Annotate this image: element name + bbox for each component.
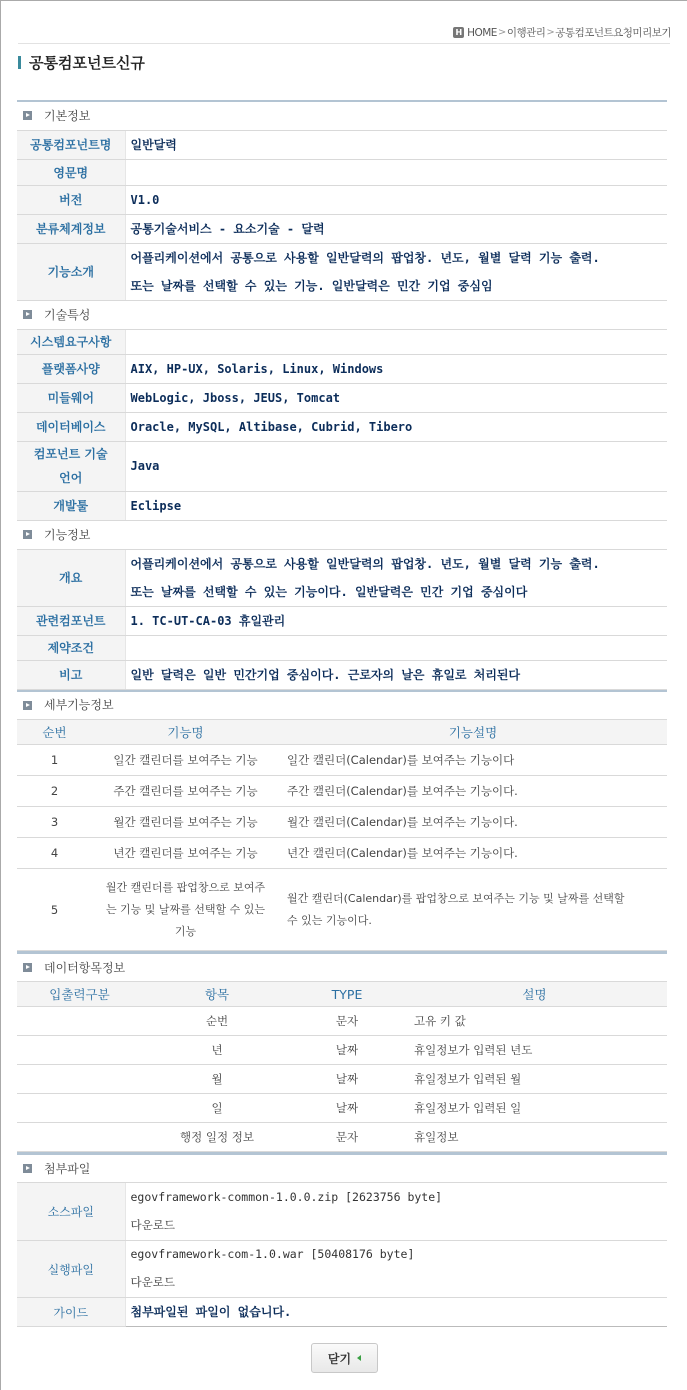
value bbox=[125, 549, 667, 606]
arrow-right-icon bbox=[23, 701, 32, 710]
download-link[interactable]: 다운로드 bbox=[130, 1275, 175, 1289]
column-header: 순번 bbox=[17, 720, 92, 745]
title-bar-icon bbox=[18, 56, 21, 69]
label: 소스파일 bbox=[17, 1183, 125, 1241]
cell-io bbox=[17, 1036, 142, 1065]
row-guide bbox=[17, 1298, 667, 1327]
row-related bbox=[17, 606, 667, 635]
breadcrumb-home[interactable]: HOME bbox=[467, 26, 497, 39]
cell-no: 5 bbox=[17, 869, 92, 951]
cell-type: 문자 bbox=[292, 1123, 402, 1152]
detail-table bbox=[17, 690, 667, 952]
row-version bbox=[17, 185, 667, 214]
label: 분류체계정보 bbox=[17, 214, 125, 243]
label-line: 언어 bbox=[59, 471, 83, 485]
table-row bbox=[17, 807, 667, 838]
section-title: 데이터항목정보 bbox=[44, 960, 126, 975]
row-language bbox=[17, 441, 667, 491]
file-name: egovframework-com-1.0.war [50408176 byte] bbox=[130, 1247, 415, 1261]
label: 가이드 bbox=[17, 1298, 125, 1327]
cell-desc bbox=[279, 869, 667, 951]
cell-item: 일 bbox=[142, 1094, 292, 1123]
row-note bbox=[17, 660, 667, 689]
arrow-right-icon bbox=[23, 1164, 32, 1173]
cell-io bbox=[17, 1007, 142, 1036]
cell-desc: 휴일정보 bbox=[402, 1123, 667, 1152]
table-row bbox=[17, 776, 667, 807]
column-header: 설명 bbox=[402, 982, 667, 1007]
value bbox=[125, 635, 667, 660]
value bbox=[125, 329, 667, 354]
close-button[interactable] bbox=[311, 1343, 378, 1373]
row-database bbox=[17, 412, 667, 441]
table-header bbox=[17, 982, 667, 1007]
content bbox=[17, 100, 667, 1327]
arrow-right-icon bbox=[23, 963, 32, 972]
breadcrumb-menu[interactable]: 이행관리 bbox=[506, 27, 546, 39]
cell-desc: 휴일정보가 입력된 일 bbox=[402, 1094, 667, 1123]
section-title: 세부기능정보 bbox=[44, 698, 114, 713]
row-devtool bbox=[17, 491, 667, 520]
column-header: 기능설명 bbox=[279, 720, 667, 745]
cell-item: 순번 bbox=[142, 1007, 292, 1036]
cell-io bbox=[17, 1094, 142, 1123]
table-row bbox=[17, 745, 667, 776]
value: WebLogic, Jboss, JEUS, Tomcat bbox=[125, 383, 667, 412]
table-row bbox=[17, 1007, 667, 1036]
text-line: 월간 캘린더(Calendar)를 팝업창으로 보여주는 기능 및 날짜를 선택할 bbox=[287, 891, 625, 905]
cell-io bbox=[17, 1123, 142, 1152]
page-title bbox=[18, 52, 145, 73]
cell-no: 3 bbox=[17, 807, 92, 838]
text-line: 기능 bbox=[174, 924, 197, 938]
triangle-left-icon bbox=[357, 1355, 361, 1361]
table-row bbox=[17, 1094, 667, 1123]
cell-io bbox=[17, 1065, 142, 1094]
table-row bbox=[17, 1036, 667, 1065]
section-header-attach bbox=[17, 1154, 667, 1183]
label: 영문명 bbox=[17, 159, 125, 185]
home-icon: H bbox=[453, 27, 464, 38]
download-link[interactable]: 다운로드 bbox=[130, 1217, 175, 1232]
cell-desc: 월간 캘린더(Calendar)를 보여주는 기능이다. bbox=[279, 807, 667, 838]
info-table bbox=[17, 100, 667, 690]
row-exec-file bbox=[17, 1241, 667, 1298]
cell-no: 4 bbox=[17, 838, 92, 869]
cell-type: 날짜 bbox=[292, 1065, 402, 1094]
text-line: 월간 캘린더를 팝업창으로 보여주 bbox=[105, 880, 266, 894]
cell-desc: 고유 키 값 bbox=[402, 1007, 667, 1036]
table-row bbox=[17, 838, 667, 869]
table-header bbox=[17, 720, 667, 745]
cell-name: 년간 캘린더를 보여주는 기능 bbox=[92, 838, 279, 869]
label: 미들웨어 bbox=[17, 383, 125, 412]
cell-name: 주간 캘린더를 보여주는 기능 bbox=[92, 776, 279, 807]
cell-item: 년 bbox=[142, 1036, 292, 1065]
text-line: 수 있는 기능이다. bbox=[287, 913, 372, 927]
row-sysreq bbox=[17, 329, 667, 354]
row-source-file bbox=[17, 1183, 667, 1241]
section-header-detail bbox=[17, 691, 667, 720]
label: 개발툴 bbox=[17, 491, 125, 520]
value: 일반달력 bbox=[125, 130, 667, 159]
value: Java bbox=[125, 441, 667, 491]
value: AIX, HP-UX, Solaris, Linux, Windows bbox=[125, 354, 667, 383]
value bbox=[125, 159, 667, 185]
file-name: egovframework-common-1.0.0.zip [2623756 byte] bbox=[130, 1189, 443, 1204]
row-component-name bbox=[17, 130, 667, 159]
row-category bbox=[17, 214, 667, 243]
label-line: 컴포넌트 기술 bbox=[33, 447, 108, 461]
label: 실행파일 bbox=[17, 1241, 125, 1298]
cell-item: 월 bbox=[142, 1065, 292, 1094]
cell-type: 문자 bbox=[292, 1007, 402, 1036]
value bbox=[125, 243, 667, 300]
text-line: 어플리케이션에서 공통으로 사용할 일반달력의 팝업창. 년도, 월별 달력 기능 출력. bbox=[130, 250, 600, 265]
cell-name bbox=[92, 869, 279, 951]
label: 비고 bbox=[17, 660, 125, 689]
breadcrumb-current: 공통컴포넌트요청미리보기 bbox=[555, 27, 671, 39]
breadcrumb bbox=[453, 25, 671, 40]
button-area bbox=[311, 1343, 378, 1373]
arrow-right-icon bbox=[23, 530, 32, 539]
label: 제약조건 bbox=[17, 635, 125, 660]
row-platform bbox=[17, 354, 667, 383]
label: 플랫폼사양 bbox=[17, 354, 125, 383]
section-header-tech bbox=[17, 300, 667, 329]
cell-desc: 주간 캘린더(Calendar)를 보여주는 기능이다. bbox=[279, 776, 667, 807]
column-header: TYPE bbox=[292, 982, 402, 1007]
divider bbox=[18, 43, 670, 44]
arrow-right-icon bbox=[23, 310, 32, 319]
row-middleware bbox=[17, 383, 667, 412]
section-title: 첨부파일 bbox=[44, 1162, 91, 1176]
section-title: 기능정보 bbox=[44, 528, 91, 542]
page-title-text: 공통컴포넌트신규 bbox=[29, 54, 145, 72]
data-items-table bbox=[17, 951, 667, 1152]
value: 공통기술서비스 - 요소기술 - 달력 bbox=[125, 214, 667, 243]
value bbox=[125, 1183, 667, 1241]
column-header: 입출력구분 bbox=[17, 982, 142, 1007]
value: Eclipse bbox=[125, 491, 667, 520]
label: 데이터베이스 bbox=[17, 412, 125, 441]
chevron-right-icon: > bbox=[546, 27, 555, 38]
label: 기능소개 bbox=[17, 243, 125, 300]
close-label: 닫기 bbox=[327, 1351, 352, 1366]
text-line: 어플리케이션에서 공통으로 사용할 일반달력의 팝업창. 년도, 월별 달력 기능 출력. bbox=[130, 556, 600, 571]
cell-type: 날짜 bbox=[292, 1036, 402, 1065]
cell-desc: 휴일정보가 입력된 월 bbox=[402, 1065, 667, 1094]
value: 일반 달력은 일반 민간기업 중심이다. 근로자의 날은 휴일로 처리된다 bbox=[125, 660, 667, 689]
label: 관련컴포넌트 bbox=[17, 606, 125, 635]
label: 공통컴포넌트명 bbox=[17, 130, 125, 159]
text-line: 또는 날짜를 선택할 수 있는 기능이다. 일반달력은 민간 기업 중심이다 bbox=[130, 584, 528, 599]
row-function bbox=[17, 243, 667, 300]
label: 시스템요구사항 bbox=[17, 329, 125, 354]
label: 버전 bbox=[17, 185, 125, 214]
cell-item: 행정 일정 정보 bbox=[142, 1123, 292, 1152]
cell-desc: 년간 캘린더(Calendar)를 보여주는 기능이다. bbox=[279, 838, 667, 869]
label: 개요 bbox=[17, 549, 125, 606]
value: 1. TC-UT-CA-03 휴일관리 bbox=[125, 606, 667, 635]
cell-name: 일간 캘린더를 보여주는 기능 bbox=[92, 745, 279, 776]
section-title: 기본정보 bbox=[44, 109, 91, 124]
section-title: 기술특성 bbox=[44, 308, 91, 322]
table-row bbox=[17, 869, 667, 951]
row-summary bbox=[17, 549, 667, 606]
value: V1.0 bbox=[125, 185, 667, 214]
cell-desc: 휴일정보가 입력된 년도 bbox=[402, 1036, 667, 1065]
arrow-right-icon bbox=[23, 111, 32, 120]
value bbox=[125, 1241, 667, 1298]
cell-desc: 일간 캘린더(Calendar)를 보여주는 기능이다 bbox=[279, 745, 667, 776]
cell-name: 월간 캘린더를 보여주는 기능 bbox=[92, 807, 279, 838]
value: 첨부파일된 파일이 없습니다. bbox=[125, 1298, 667, 1327]
row-english-name bbox=[17, 159, 667, 185]
attach-table bbox=[17, 1152, 667, 1327]
row-constraint bbox=[17, 635, 667, 660]
text-line: 또는 날짜를 선택할 수 있는 기능. 일반달력은 민간 기업 중심임 bbox=[130, 278, 493, 293]
label bbox=[17, 441, 125, 491]
cell-no: 2 bbox=[17, 776, 92, 807]
section-header-func bbox=[17, 520, 667, 549]
cell-no: 1 bbox=[17, 745, 92, 776]
section-header-basic bbox=[17, 101, 667, 130]
table-row bbox=[17, 1123, 667, 1152]
cell-type: 날짜 bbox=[292, 1094, 402, 1123]
value: Oracle, MySQL, Altibase, Cubrid, Tibero bbox=[125, 412, 667, 441]
column-header: 항목 bbox=[142, 982, 292, 1007]
section-header-data-items bbox=[17, 953, 667, 982]
chevron-right-icon: > bbox=[497, 27, 506, 38]
column-header: 기능명 bbox=[92, 720, 279, 745]
text-line: 는 기능 및 날짜를 선택할 수 있는 bbox=[105, 902, 266, 916]
table-row bbox=[17, 1065, 667, 1094]
